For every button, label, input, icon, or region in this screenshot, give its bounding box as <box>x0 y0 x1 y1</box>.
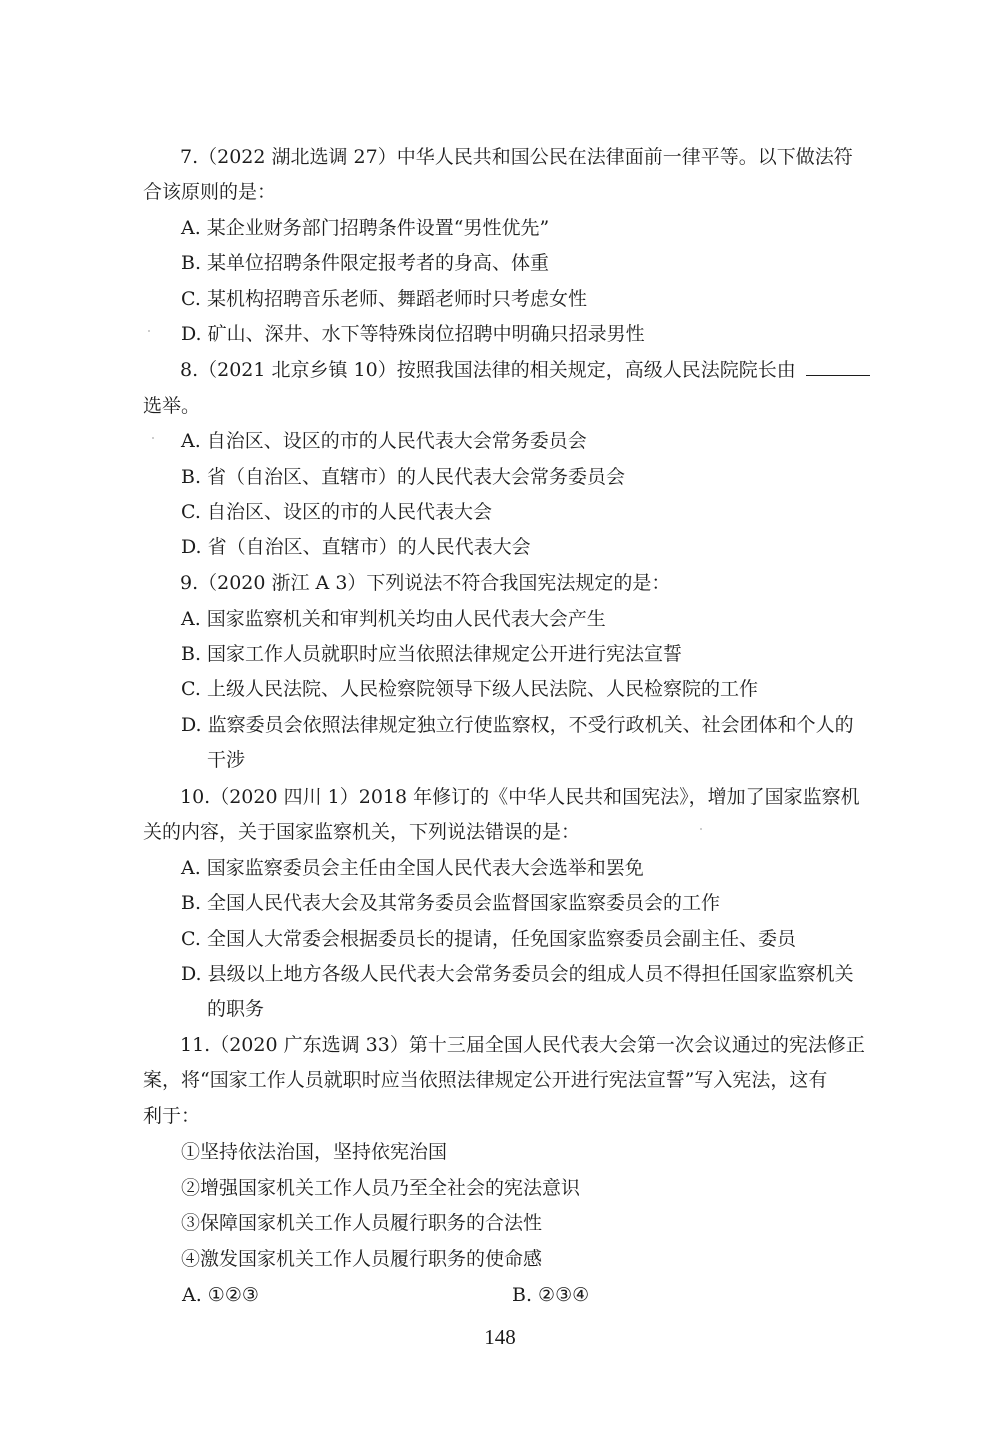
question-11-option-a: A. ①②③ <box>182 1284 259 1306</box>
question-10-option-d: D. 县级以上地方各级人民代表大会常务委员会的组成人员不得担任国家监察机关 <box>181 963 854 985</box>
question-7-stem: 7.（2022 湖北选调 27）中华人民共和国公民在法律面前一律平等。以下做法符 <box>180 146 853 168</box>
question-11-item-4: ④激发国家机关工作人员履行职务的使命感 <box>181 1248 543 1270</box>
question-11-item-2: ②增强国家机关工作人员乃至全社会的宪法意识 <box>181 1177 581 1199</box>
question-9-option-b: B. 国家工作人员就职时应当依照法律规定公开进行宪法宣誓 <box>181 643 683 665</box>
question-9-stem: 9.（2020 浙江 A 3）下列说法不符合我国宪法规定的是： <box>180 572 671 594</box>
question-9-option-a: A. 国家监察机关和审判机关均由人民代表大会产生 <box>181 608 606 630</box>
question-10-stem-cont: 关的内容，关于国家监察机关，下列说法错误的是： <box>143 821 581 843</box>
question-8-option-c: C. 自治区、设区的市的人民代表大会 <box>181 501 492 523</box>
question-8-stem-cont: 选举。 <box>143 395 201 417</box>
scan-speck <box>700 828 702 830</box>
question-10-option-a: A. 国家监察委员会主任由全国人民代表大会选举和罢免 <box>181 857 644 879</box>
question-8-option-a: A. 自治区、设区的市的人民代表大会常务委员会 <box>181 430 587 452</box>
question-9-option-d-cont: 干涉 <box>207 749 246 771</box>
question-11-stem-cont: 案，将“国家工作人员就职时应当依照法律规定公开进行宪法宣誓”写入宪法，这有 <box>143 1069 828 1091</box>
question-8-option-b: B. 省（自治区、直辖市）的人民代表大会常务委员会 <box>181 466 626 488</box>
answer-blank <box>806 357 870 376</box>
question-8-stem-text: 8.（2021 北京乡镇 10）按照我国法律的相关规定，高级人民法院院长由 <box>180 359 796 381</box>
question-11-answer-row <box>0 1283 1000 1309</box>
scan-speck <box>152 437 154 439</box>
question-7-stem-cont: 合该原则的是： <box>143 181 277 203</box>
question-10-stem: 10.（2020 四川 1）2018 年修订的《中华人民共和国宪法》，增加了国家监察机 <box>180 786 860 808</box>
question-7-option-c: C. 某机构招聘音乐老师、舞蹈老师时只考虑女性 <box>181 288 587 310</box>
question-11-item-1: ①坚持依法治国，坚持依宪治国 <box>181 1141 448 1163</box>
question-8-stem <box>180 357 870 382</box>
question-7-option-b: B. 某单位招聘条件限定报考者的身高、体重 <box>181 252 550 274</box>
question-11-stem: 11.（2020 广东选调 33）第十三届全国人民代表大会第一次会议通过的宪法修正 <box>180 1034 865 1056</box>
question-7-option-a: A. 某企业财务部门招聘条件设置“男性优先” <box>181 217 550 239</box>
question-8-option-d: D. 省（自治区、直辖市）的人民代表大会 <box>181 536 531 558</box>
question-9-option-d: D. 监察委员会依照法律规定独立行使监察权，不受行政机关、社会团体和个人的 <box>181 714 854 736</box>
scan-speck <box>148 330 150 332</box>
question-11-option-b: B. ②③④ <box>512 1284 590 1306</box>
question-11-stem-cont-2: 利于： <box>143 1105 201 1127</box>
question-7-option-d: D. 矿山、深井、水下等特殊岗位招聘中明确只招录男性 <box>181 323 645 345</box>
question-11-item-3: ③保障国家机关工作人员履行职务的合法性 <box>181 1212 543 1234</box>
question-10-option-c: C. 全国人大常委会根据委员长的提请，任免国家监察委员会副主任、委员 <box>181 928 796 950</box>
question-9-option-c: C. 上级人民法院、人民检察院领导下级人民法院、人民检察院的工作 <box>181 678 758 700</box>
question-10-option-b: B. 全国人民代表大会及其常务委员会监督国家监察委员会的工作 <box>181 892 721 914</box>
question-10-option-d-cont: 的职务 <box>207 998 265 1020</box>
page-number: 148 <box>484 1325 516 1349</box>
